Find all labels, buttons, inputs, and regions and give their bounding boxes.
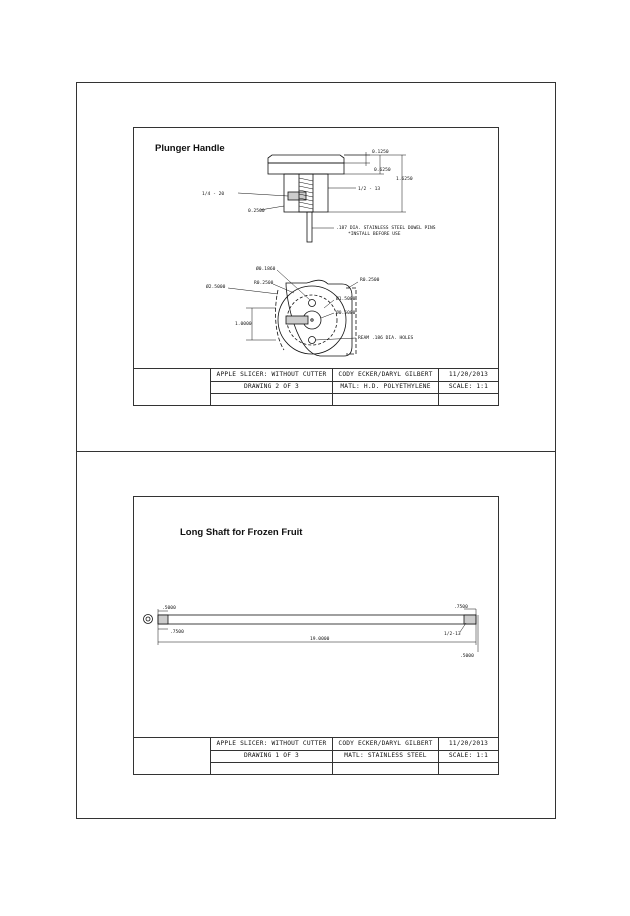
dim-dia-25: Ø2.5000 — [206, 285, 226, 290]
page-divider — [76, 451, 556, 452]
tb-drawing: DRAWING 1 OF 3 — [210, 750, 332, 762]
dowel-pin-note-line1: .187 DIA. STAINLESS STEEL DOWEL PINS — [336, 226, 436, 231]
tb-empty-3 — [438, 393, 498, 405]
dim-left-top: .5000 — [162, 606, 176, 611]
dim-length: 19.0000 — [310, 637, 330, 642]
tb-empty-1 — [210, 393, 332, 405]
long-shaft-drawing — [134, 497, 498, 737]
tb-authors: CODY ECKER/DARYL GILBERT — [332, 369, 438, 381]
ream-note: REAM .186 DIA. HOLES — [358, 336, 414, 341]
dowel-pin-note-line2: *INSTALL BEFORE USE — [348, 232, 401, 237]
shaft-end-view — [144, 615, 153, 624]
dim-0125: 0.1250 — [372, 150, 389, 155]
dim-r025-left: R0.2500 — [254, 281, 274, 286]
dim-right-thread: 1/2-13 — [444, 632, 461, 637]
title-block — [134, 737, 498, 774]
dim-dia-05: Ø0.5000 — [336, 311, 356, 316]
tb-material: MATL: H.D. POLYETHYLENE — [332, 381, 438, 393]
dim-r025-right: R0.2500 — [360, 278, 380, 283]
right-thread — [464, 615, 476, 624]
dim-10: 1.0000 — [235, 322, 252, 327]
title-block — [134, 368, 498, 405]
tb-empty-2 — [332, 762, 438, 774]
tb-material: MATL: STAINLESS STEEL — [332, 750, 438, 762]
dim-right-top: .7500 — [454, 605, 468, 610]
tb-empty-1 — [210, 762, 332, 774]
dim-025: 0.2500 — [248, 209, 265, 214]
dim-dia-0186: Ø0.1860 — [256, 267, 276, 272]
sheet-title: Plunger Handle — [155, 143, 225, 154]
drawing-sheet-long-shaft — [133, 496, 499, 775]
dowel-pin — [307, 212, 312, 242]
drawing-sheet-plunger-handle — [133, 127, 499, 406]
tb-project: APPLE SLICER: WITHOUT CUTTER — [210, 369, 332, 381]
dim-dia-15: Ø1.5000 — [336, 297, 356, 302]
dim-right-bottom: .5000 — [460, 654, 474, 659]
tb-date: 11/20/2013 — [438, 369, 498, 381]
left-thread — [158, 615, 168, 624]
thread-12-label: 1/2 - 13 — [358, 187, 381, 192]
dim-left-bottom: .7500 — [170, 630, 184, 635]
tb-scale: SCALE: 1:1 — [438, 750, 498, 762]
dim-0625: 0.6250 — [374, 168, 391, 173]
dim-1625: 1.6250 — [396, 177, 413, 182]
tb-drawing: DRAWING 2 OF 3 — [210, 381, 332, 393]
tb-empty-3 — [438, 762, 498, 774]
tb-empty-2 — [332, 393, 438, 405]
handle-cap-top — [268, 155, 344, 163]
tb-date: 11/20/2013 — [438, 738, 498, 750]
tb-authors: CODY ECKER/DARYL GILBERT — [332, 738, 438, 750]
tb-scale: SCALE: 1:1 — [438, 381, 498, 393]
thread-14-label: 1/4 - 20 — [202, 192, 225, 197]
sheet-title: Long Shaft for Frozen Fruit — [180, 527, 303, 538]
shaft-body — [158, 615, 476, 624]
plunger-handle-drawing — [134, 128, 498, 368]
tb-project: APPLE SLICER: WITHOUT CUTTER — [210, 738, 332, 750]
